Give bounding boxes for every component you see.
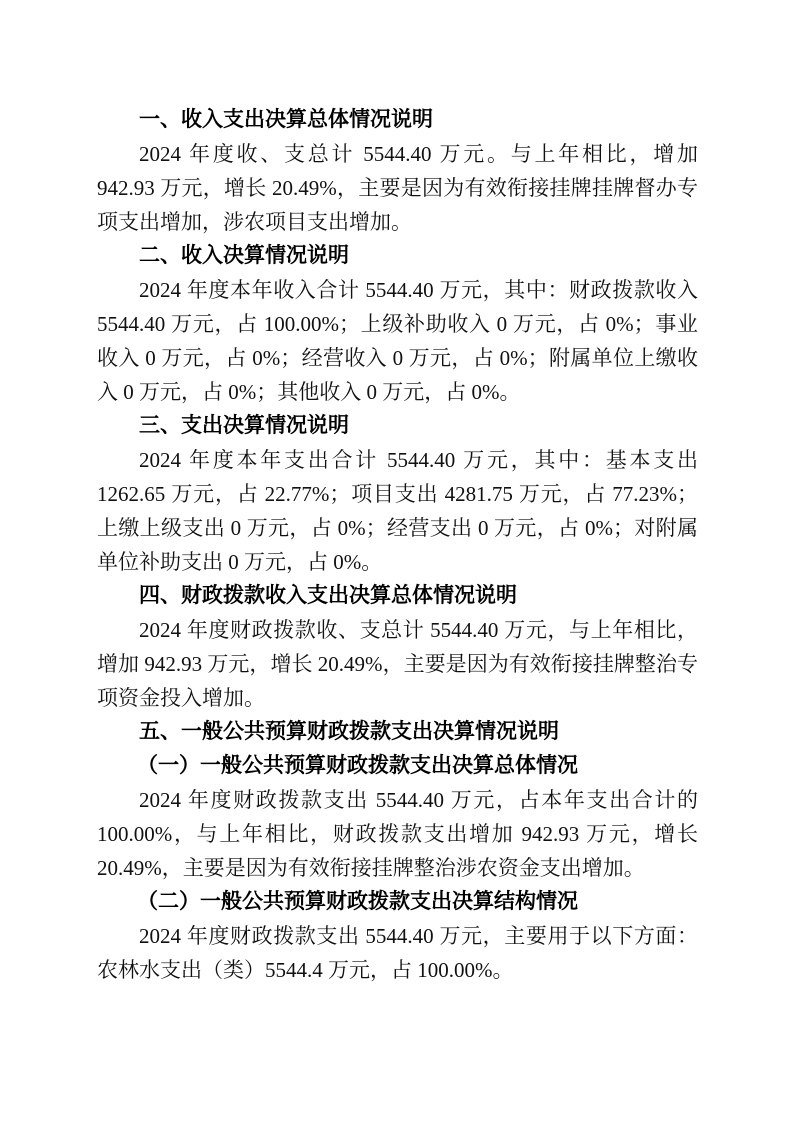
paragraph-fiscal-appropriation-overall: 2024 年度财政拨款收、支总计 5544.40 万元，与上年相比，增加 942.93 万元，增长 20.49%，主要是因为有效衔接挂牌整治专项资金投入增加。 xyxy=(97,618,698,710)
subsection-heading-general-budget-overall: （一）一般公共预算财政拨款支出决算总体情况 xyxy=(137,754,578,777)
section-heading-income-expenditure-overall: 一、收入支出决算总体情况说明 xyxy=(139,108,433,131)
document-content xyxy=(97,103,698,987)
paragraph-general-budget-structure: 2024 年度财政拨款支出 5544.40 万元，主要用于以下方面：农林水支出（类）5544.4 万元，占 100.00%。 xyxy=(97,924,698,982)
paragraph-expenditure-final-accounts: 2024 年度本年支出合计 5544.40 万元，其中：基本支出 1262.65 万元，占 22.77%；项目支出 4281.75 万元，占 77.23%；上缴上级支出 0 万元，占 0%；经营支出 0 万元，占 0%；对附属单位补助支出 0 万元，占 0%。 xyxy=(97,448,698,574)
subsection-heading-general-budget-structure: （二）一般公共预算财政拨款支出决算结构情况 xyxy=(137,890,578,913)
section-heading-general-public-budget: 五、一般公共预算财政拨款支出决算情况说明 xyxy=(139,720,559,743)
paragraph-general-budget-overall: 2024 年度财政拨款支出 5544.40 万元，占本年支出合计的 100.00%，与上年相比，财政拨款支出增加 942.93 万元，增长 20.49%，主要是因为有效衔接挂牌整治涉农资金支出增加。 xyxy=(97,788,698,880)
section-heading-income-final-accounts: 二、收入决算情况说明 xyxy=(139,244,349,267)
section-heading-fiscal-appropriation-overall: 四、财政拨款收入支出决算总体情况说明 xyxy=(139,584,517,607)
paragraph-income-final-accounts: 2024 年度本年收入合计 5544.40 万元，其中：财政拨款收入 5544.40 万元，占 100.00%；上级补助收入 0 万元，占 0%；事业收入 0 万元，占 0%；经营收入 0 万元，占 0%；附属单位上缴收入 0 万元，占 0%；其他收入 0 万元，占 0%。 xyxy=(97,278,698,404)
paragraph-income-expenditure-overall: 2024 年度收、支总计 5544.40 万元。与上年相比，增加 942.93 万元，增长 20.49%，主要是因为有效衔接挂牌挂牌督办专项支出增加，涉农项目支出增加。 xyxy=(97,142,698,234)
section-heading-expenditure-final-accounts: 三、支出决算情况说明 xyxy=(139,414,349,437)
